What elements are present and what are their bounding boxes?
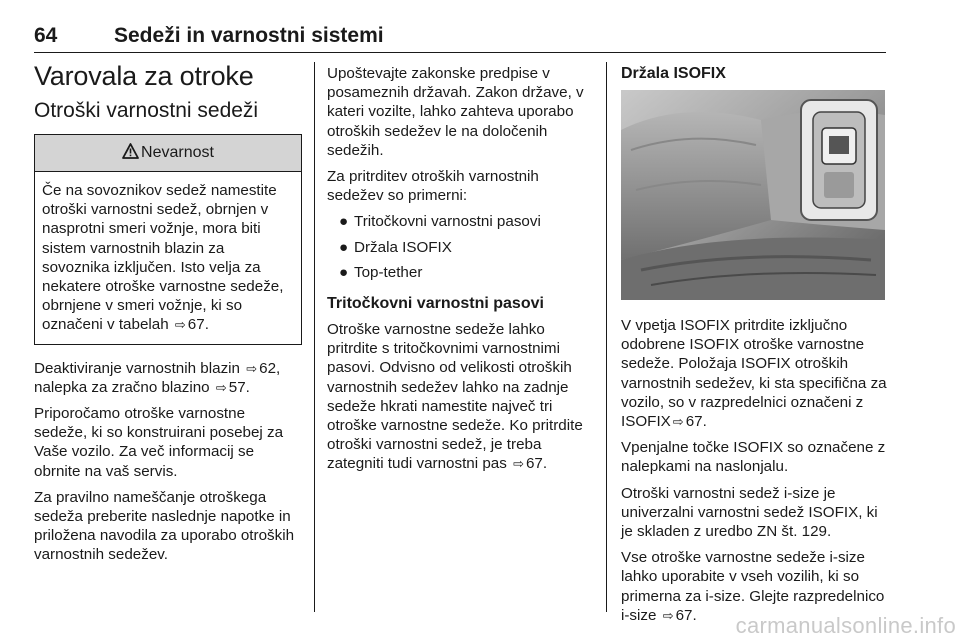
column-3 xyxy=(621,64,887,632)
column-divider-1 xyxy=(314,62,315,612)
header-rule xyxy=(34,52,886,53)
paragraph: Vpenjalne točke ISOFIX so označene z nalepkami na naslonjalu. xyxy=(621,439,886,476)
paragraph-text: Otroške varnostne sedeže lahko pritrdite s tritočkovnimi varnostnimi pasovi. Odvisno od velikosti otroških varnostnih sedežev lahko na zadnje sedeže hkrati namestite največ tri otroške varnostne sedeže. Ko pritrdite otroški varnostni sedež, je treba zategniti tudi varnostni pas xyxy=(327,321,583,473)
bullet-icon: ● xyxy=(339,238,349,256)
page-ref[interactable]: 62, xyxy=(259,359,281,377)
subsection-heading: Otroški varnostni sedeži xyxy=(34,99,259,122)
paragraph xyxy=(34,359,302,397)
isofix-seat-photo xyxy=(621,90,885,300)
page-header xyxy=(34,24,886,48)
paragraph-text: Vse otroške varnostne sedeže i-size lahko uporabite v vseh vozilih, ki so primerna za i-size. Glejte razpredelnico i-size xyxy=(621,549,885,624)
paragraph-text: nalepka za zračno blazino xyxy=(34,378,210,396)
list-item xyxy=(327,238,589,257)
subsection-heading: Držala ISOFIX xyxy=(621,65,726,82)
page-number: 64 xyxy=(34,24,58,47)
paragraph-text: Deaktiviranje varnostnih blazin xyxy=(34,359,240,377)
warning-box xyxy=(34,134,302,345)
reference-arrow-icon: ⇨ xyxy=(672,414,684,430)
column-1 xyxy=(34,60,302,572)
subsection-heading: Tritočkovni varnostni pasovi xyxy=(327,295,544,313)
section-heading: Varovala za otroke xyxy=(34,61,254,91)
page-ref[interactable]: 67. xyxy=(675,606,697,624)
paragraph: Priporočamo otroške varnostne sedeže, ki so konstruirani posebej za Vaše vozilo. Za več informacij se obrnite na vaš servis. xyxy=(34,405,284,480)
warning-triangle-icon xyxy=(122,137,139,173)
list-item xyxy=(327,263,589,282)
watermark: carmanualsonline.info xyxy=(735,613,956,638)
warning-body xyxy=(35,172,301,344)
paragraph: Za pritrditev otroških varnostnih sedežev so primerni: xyxy=(327,168,539,205)
chapter-title: Sedeži in varnostni sistemi xyxy=(114,24,384,47)
paragraph-text: V vpetja ISOFIX pritrdite izključno odobrene ISOFIX otroške varnostne sedeže. Položaja ISOFIX otroških varnostnih sedežev, ki sta specifična za vozilo, so v razpredelnici označeni z ISOFIX xyxy=(621,317,887,431)
paragraph: Upoštevajte zakonske predpise v posameznih državah. Zakon države, v kateri vozilte, lahko zahteva uporabo otroških sedežev le na določenih sedežih. xyxy=(327,65,584,159)
bullet-icon: ● xyxy=(339,213,349,231)
bullet-list xyxy=(327,212,589,282)
list-item xyxy=(327,212,589,231)
column-divider-2 xyxy=(606,62,607,612)
paragraph xyxy=(621,316,887,431)
page-ref[interactable]: 67. xyxy=(685,413,707,431)
list-item-text: Držala ISOFIX xyxy=(354,238,452,256)
warning-header xyxy=(35,135,301,172)
page-ref[interactable]: 67. xyxy=(525,455,548,473)
page-ref[interactable]: 57. xyxy=(228,378,250,396)
warning-page-ref[interactable]: 67. xyxy=(187,316,209,334)
reference-arrow-icon: ⇨ xyxy=(174,317,186,333)
paragraph: Otroški varnostni sedež i-size je univerzalni varnostni sedež ISOFIX, ki je skladen z uredbo ZN št. 129. xyxy=(621,484,878,541)
paragraph xyxy=(327,320,589,474)
reference-arrow-icon: ⇨ xyxy=(513,456,524,472)
list-item-text: Tritočkovni varnostni pasovi xyxy=(354,213,541,231)
reference-arrow-icon: ⇨ xyxy=(246,360,258,376)
paragraph: Za pravilno nameščanje otroškega sedeža preberite naslednje napotke in priložena navodila za uporabo otroških varnostnih sedežev. xyxy=(34,488,295,564)
warning-title: Nevarnost xyxy=(141,144,214,161)
column-2 xyxy=(327,64,589,481)
bullet-icon: ● xyxy=(339,263,349,281)
reference-arrow-icon: ⇨ xyxy=(662,607,674,623)
warning-text: Če na sovoznikov sedež namestite otroški varnostni sedež, obrnjen v nasprotni smeri vožnje, mora biti sistem varnostnih blazin za sovoznika izključen. Isto velja za nekatere otroške varnostne sedeže, obrnjene v smeri vožnje, ki so označeni v tabelah xyxy=(42,182,284,334)
list-item-text: Top-tether xyxy=(354,263,423,281)
reference-arrow-icon: ⇨ xyxy=(215,379,227,395)
